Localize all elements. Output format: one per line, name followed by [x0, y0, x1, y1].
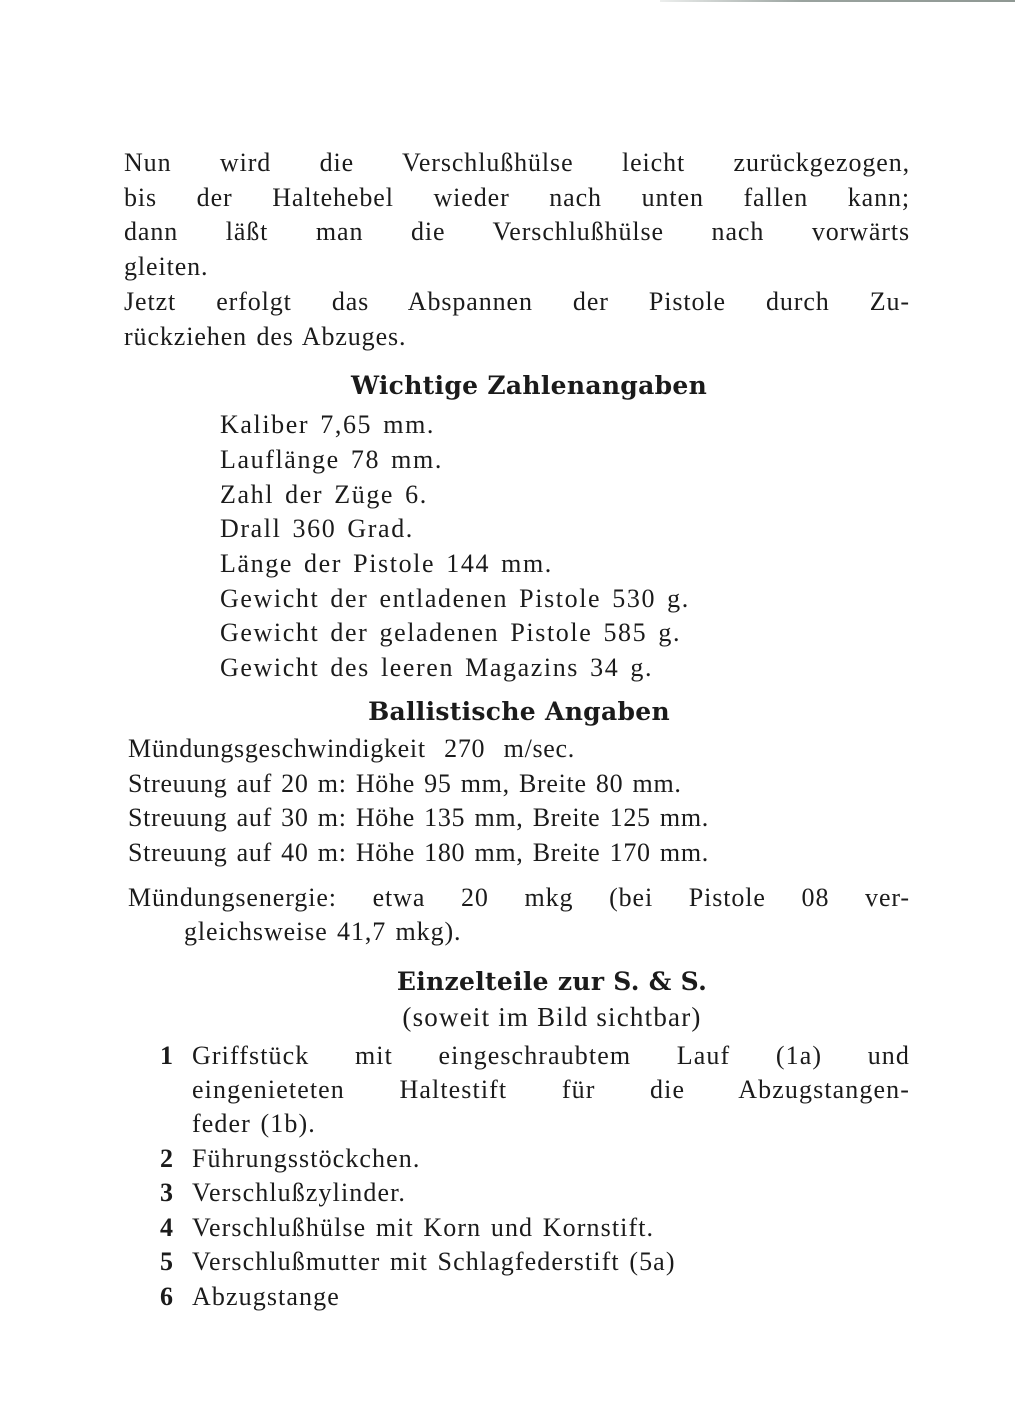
section-subheading: (soweit im Bild sichtbar)	[402, 1001, 702, 1032]
text-line: dann läßt man die Verschlußhülse nach vorwärts	[124, 217, 910, 247]
text-line: gleichsweise 41,7 mkg).	[184, 916, 462, 946]
part-description: Abzugstange	[192, 1281, 340, 1311]
text-line: rückziehen des Abzuges.	[124, 321, 407, 351]
abspannen-paragraph	[124, 285, 910, 354]
text-line: feder (1b).	[192, 1109, 316, 1139]
part-description: Verschlußmutter mit Schlagfederstift (5a)	[192, 1247, 676, 1277]
text-line: eingenieteten Haltestift für die Abzugstangen-	[192, 1075, 910, 1105]
part-item	[160, 1280, 910, 1314]
part-number: 5	[160, 1247, 175, 1277]
ballistics-item-muendungsgeschwindigkeit: Mündungsgeschwindigkeit 270 m/sec.	[128, 733, 575, 763]
part-description: Verschlußhülse mit Korn und Kornstift.	[192, 1212, 655, 1242]
part-description	[192, 1039, 910, 1142]
spec-item-zuege: Zahl der Züge 6.	[220, 479, 428, 509]
spec-item-drall: Drall 360 Grad.	[220, 514, 414, 544]
part-item	[160, 1245, 910, 1279]
part-description: Führungsstöckchen.	[192, 1143, 421, 1173]
part-number: 4	[160, 1212, 175, 1242]
part-number: 2	[160, 1143, 175, 1173]
spec-item-laenge: Länge der Pistole 144 mm.	[220, 549, 553, 579]
section-heading-wichtige-zahlenangaben: Wichtige Zahlenangaben	[350, 371, 708, 401]
ballistics-item-streuung-40m: Streuung auf 40 m: Höhe 180 mm, Breite 170 mm.	[128, 837, 709, 867]
text-line: gleiten.	[124, 252, 209, 282]
section-heading-ballistische-angaben: Ballistische Angaben	[368, 696, 670, 726]
spec-list	[124, 408, 910, 686]
part-item	[160, 1142, 910, 1176]
spec-item-kaliber: Kaliber 7,65 mm.	[220, 410, 436, 440]
part-item	[160, 1176, 910, 1210]
spec-item-lauflaenge: Lauflänge 78 mm.	[220, 444, 443, 474]
ballistics-item-streuung-30m: Streuung auf 30 m: Höhe 135 mm, Breite 125 mm.	[128, 803, 709, 833]
parts-list	[124, 1039, 910, 1314]
part-item	[160, 1039, 910, 1142]
text-line: Jetzt erfolgt das Abspannen der Pistole durch Zu-	[124, 286, 910, 316]
ballistics-item-streuung-20m: Streuung auf 20 m: Höhe 95 mm, Breite 80 mm.	[128, 768, 682, 798]
text-line: bis der Haltehebel wieder nach unten fallen kann;	[124, 182, 910, 212]
intro-paragraph	[124, 146, 910, 285]
spec-item-gewicht-magazin: Gewicht des leeren Magazins 34 g.	[220, 653, 654, 683]
part-description: Verschlußzylinder.	[192, 1178, 407, 1208]
text-line: Griffstück mit eingeschraubtem Lauf (1a) und	[192, 1040, 910, 1070]
text-line: Mündungsenergie: etwa 20 mkg (bei Pistole 08 ver-	[128, 882, 910, 912]
document-page	[124, 146, 910, 1314]
scan-edge	[660, 0, 1015, 2]
ballistics-item-muendungsenergie	[128, 881, 910, 949]
part-number: 1	[160, 1040, 175, 1070]
section-heading-einzelteile: Einzelteile zur S. & S.	[396, 966, 708, 996]
ballistics-list	[124, 732, 910, 871]
spec-item-gewicht-geladen: Gewicht der geladenen Pistole 585 g.	[220, 618, 682, 648]
part-number: 3	[160, 1178, 175, 1208]
part-item	[160, 1211, 910, 1245]
spec-item-gewicht-entladen: Gewicht der entladenen Pistole 530 g.	[220, 583, 690, 613]
part-number: 6	[160, 1281, 175, 1311]
text-line: Nun wird die Verschlußhülse leicht zurückgezogen,	[124, 148, 910, 177]
